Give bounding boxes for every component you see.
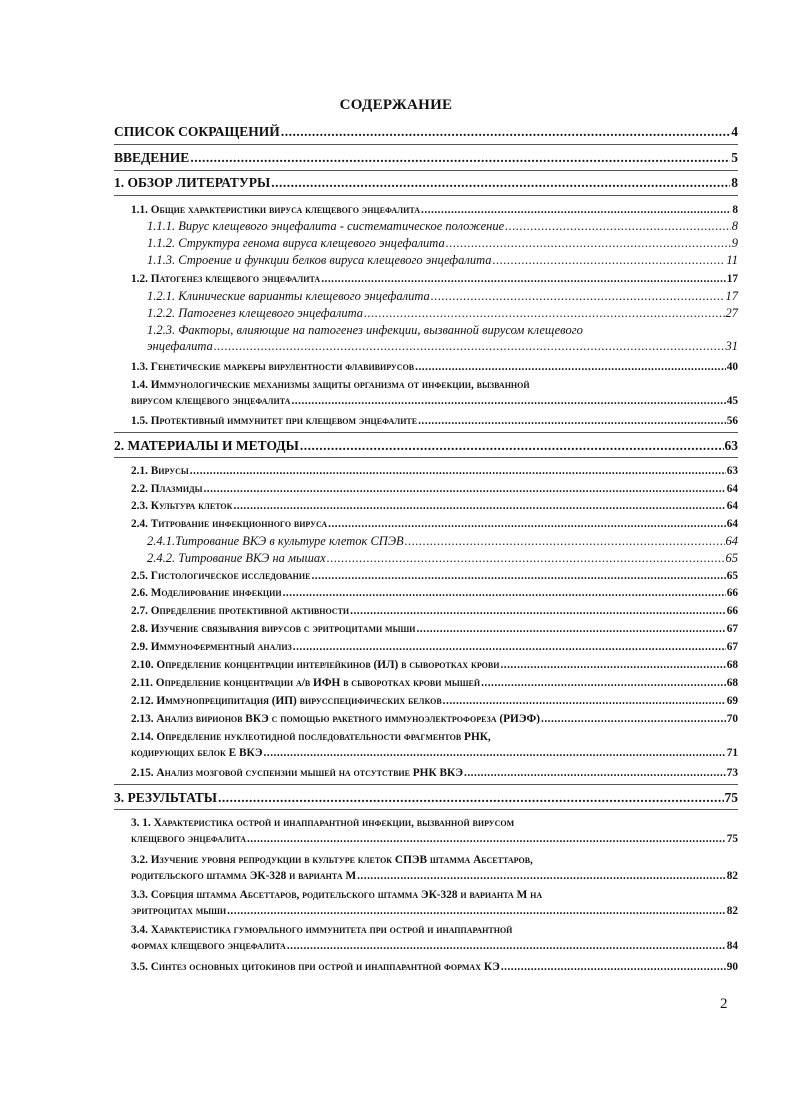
- toc-entry[interactable]: 2.2. Плазмиды ..... 64: [131, 481, 738, 497]
- toc-entry[interactable]: 2.4.1.Титрование ВКЭ в культуре клеток СПЭВ ..... 64: [147, 533, 738, 549]
- toc-entry[interactable]: 3. 1. Характеристика острой и инаппарантной инфекции, вызванной вирусом клещевого энцефалита ..... 75: [131, 815, 738, 847]
- toc-entry[interactable]: 3.5. Синтез основных цитокинов при острой и инаппарантной формах КЭ ..... 90: [131, 959, 738, 975]
- divider: [114, 195, 738, 196]
- toc-entry[interactable]: 3.3. Сорбция штамма Абсеттаров, родительского штамма ЭК-328 и варианта М на эритроцитах мыши ..... 82: [131, 887, 738, 919]
- toc-entry[interactable]: 1. ОБЗОР ЛИТЕРАТУРЫ ..... 8: [114, 175, 738, 191]
- toc-entry[interactable]: 2.5. Гистологическое исследование ..... 65: [131, 568, 738, 584]
- toc-entry[interactable]: СПИСОК СОКРАЩЕНИЙ ..... 4: [114, 124, 738, 140]
- toc-entry[interactable]: 2.9. Иммуноферментный анализ ..... 67: [131, 639, 738, 655]
- toc-entry[interactable]: 1.3. Генетические маркеры вирулентности флавивирусов ..... 40: [131, 359, 738, 375]
- divider: [114, 432, 738, 433]
- toc-entry[interactable]: 1.2.3. Факторы, влияющие на патогенез инфекции, вызванной вирусом клещевого энцефалита ..... 31: [147, 322, 738, 354]
- toc-entry[interactable]: 1.1. Общие характеристики вируса клещевого энцефалита ..... 8: [131, 202, 738, 218]
- toc-entry[interactable]: 2.7. Определение протективной активности ..... 66: [131, 603, 738, 619]
- divider: [114, 144, 738, 145]
- toc-entry[interactable]: 2.11. Определение концентрации а/в ИФН в сыворотках крови мышей ..... 68: [131, 675, 738, 691]
- toc-entry[interactable]: 3. РЕЗУЛЬТАТЫ ..... 75: [114, 790, 738, 806]
- divider: [114, 457, 738, 458]
- toc-entry[interactable]: 1.1.3. Строение и функции белков вируса клещевого энцефалита ..... 11: [147, 252, 738, 268]
- toc-entry[interactable]: 3.4. Характеристика гуморального иммунитета при острой и инаппарантной формах клещевого энцефалита ..... 84: [131, 922, 738, 954]
- toc-entry[interactable]: 1.2. Патогенез клещевого энцефалита ..... 17: [131, 271, 738, 287]
- toc-entry[interactable]: 2.12. Иммунопреципитация (ИП) вирусспецифических белков ..... 69: [131, 693, 738, 709]
- toc-entry[interactable]: 1.1.2. Структура генома вируса клещевого энцефалита ..... 9: [147, 235, 738, 251]
- toc-entry[interactable]: 2.3. Культура клеток ..... 64: [131, 498, 738, 514]
- toc-entry[interactable]: 2.10. Определение концентрации интерлейкинов (ИЛ) в сыворотках крови ..... 68: [131, 657, 738, 673]
- toc-entry[interactable]: 2.4. Титрование инфекционного вируса ..... 64: [131, 516, 738, 532]
- toc-entry[interactable]: 2.4.2. Титрование ВКЭ на мышах ..... 65: [147, 550, 738, 566]
- page-title: СОДЕРЖАНИЕ: [339, 97, 453, 113]
- toc-entry[interactable]: 2.14. Определение нуклеотидной последовательности фрагментов РНК, кодирующих белок Е ВКЭ ..... 71: [131, 729, 738, 761]
- divider: [114, 809, 738, 810]
- toc-entry[interactable]: 1.4. Иммунологические механизмы защиты организма от инфекции, вызванной вирусом клещевого энцефалита ..... 45: [131, 377, 738, 409]
- toc-entry[interactable]: 2.1. Вирусы ..... 63: [131, 463, 738, 479]
- toc-entry[interactable]: 2.6. Моделирование инфекции ..... 66: [131, 585, 738, 601]
- toc-entry[interactable]: ВВЕДЕНИЕ ..... 5: [114, 150, 738, 166]
- divider: [114, 170, 738, 171]
- toc-entry[interactable]: 2. МАТЕРИАЛЫ И МЕТОДЫ ..... 63: [114, 438, 738, 454]
- toc-entry[interactable]: 2.8. Изучение связывания вирусов с эритроцитами мыши ..... 67: [131, 621, 738, 637]
- toc-entry[interactable]: 1.5. Протективный иммунитет при клещевом энцефалите ..... 56: [131, 413, 738, 429]
- toc-entry[interactable]: 2.15. Анализ мозговой суспензии мышей на отсутствие РНК ВКЭ ..... 73: [131, 765, 738, 781]
- page-number: 2: [720, 996, 728, 1012]
- toc-entry[interactable]: 1.2.2. Патогенез клещевого энцефалита ..... 27: [147, 305, 738, 321]
- toc-entry[interactable]: 1.1.1. Вирус клещевого энцефалита - систематическое положение ..... 8: [147, 218, 738, 234]
- toc-entry[interactable]: 3.2. Изучение уровня репродукции в культуре клеток СПЭВ штамма Абсеттаров, родительского штамма ЭК-328 и варианта М ..... 82: [131, 852, 738, 884]
- divider: [114, 784, 738, 785]
- toc-entry[interactable]: 2.13. Анализ вирионов ВКЭ с помощью ракетного иммуноэлектрофореза (РИЭФ) ..... 70: [131, 711, 738, 727]
- toc-entry[interactable]: 1.2.1. Клинические варианты клещевого энцефалита ..... 17: [147, 288, 738, 304]
